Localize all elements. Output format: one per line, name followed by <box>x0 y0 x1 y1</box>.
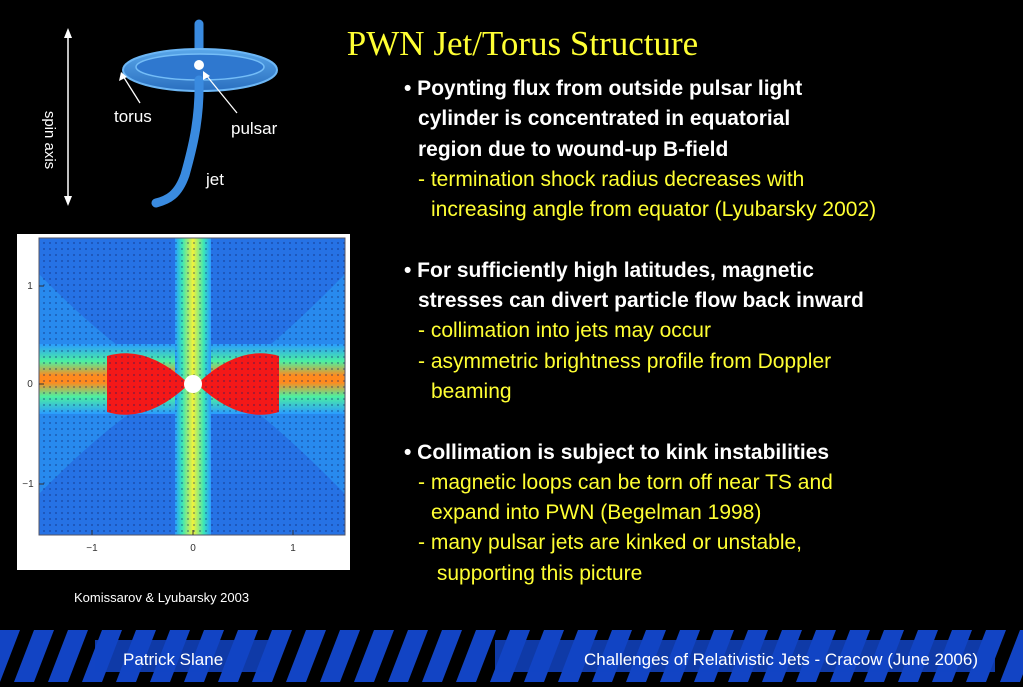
simulation-image <box>17 234 350 570</box>
sim-xtick-label: 1 <box>290 543 296 554</box>
footer-author: Patrick Slane <box>123 650 224 669</box>
bullet-main-line: • Poynting flux from outside pulsar light <box>404 77 803 100</box>
bullet-sub-line: - collimation into jets may occur <box>418 319 711 343</box>
jet-label: jet <box>206 170 224 189</box>
bullet-sub-line: - magnetic loops can be torn off near TS and <box>418 470 833 494</box>
bullet-sub-line: beaming <box>431 379 512 403</box>
pulsar-label: pulsar <box>231 119 278 138</box>
bullet-sub-line: supporting this picture <box>431 561 643 585</box>
bullet-main-line: stresses can divert particle flow back inward <box>418 289 864 313</box>
bullet-sub-line: - termination shock radius decreases with <box>418 167 805 191</box>
pulsar-dot <box>194 60 204 70</box>
jet-lower <box>156 80 199 203</box>
sim-ytick-label: 1 <box>27 281 33 292</box>
bullet-sub-line: - many pulsar jets are kinked or unstable, <box>418 531 803 555</box>
footer-event: Challenges of Relativistic Jets - Cracow (June 2006) <box>583 650 978 669</box>
sim-xtick-label: 0 <box>190 543 196 554</box>
sim-ytick-label: 0 <box>27 379 33 390</box>
sim-ytick-label: −1 <box>22 479 34 490</box>
bullet-main-line: • Collimation is subject to kink instabilities <box>404 440 830 464</box>
spin-axis-arrow <box>64 28 72 206</box>
bullet-main-line: region due to wound-up B-field <box>418 137 729 161</box>
bullet-sub-line: increasing angle from equator (Lyubarsky 2002) <box>431 198 877 222</box>
slide-title: PWN Jet/Torus Structure <box>346 24 699 63</box>
spin-axis-label: spin axis <box>41 110 58 170</box>
bullet-main-line: cylinder is concentrated in equatorial <box>418 107 791 131</box>
bullet-sub-line: expand into PWN (Begelman 1998) <box>431 501 762 525</box>
bullet-list <box>404 74 1004 589</box>
bullet-main-line: • For sufficiently high latitudes, magnetic <box>404 258 814 282</box>
bullet-sub-line: - asymmetric brightness profile from Doppler <box>418 349 832 373</box>
torus-label: torus <box>114 107 152 126</box>
image-caption: Komissarov & Lyubarsky 2003 <box>74 590 250 605</box>
sim-xtick-label: −1 <box>86 543 98 554</box>
